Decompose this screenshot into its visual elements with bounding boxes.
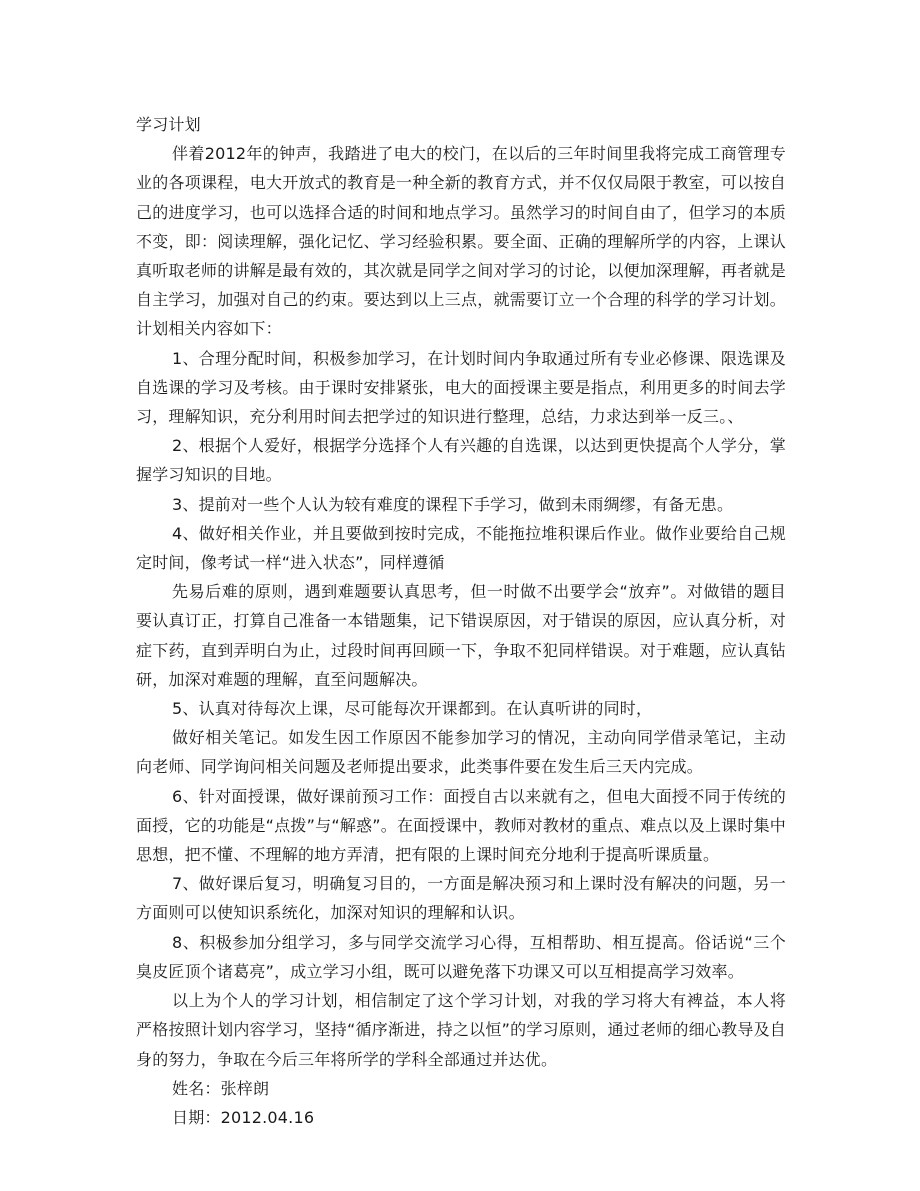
document-page [136, 110, 786, 1132]
paragraph-item-5: 5、认真对待每次上课，尽可能每次开课都到。在认真听讲的同时， [172, 699, 653, 719]
paragraph-intro: 伴着2012年的钟声，我踏进了电大的校门，在以后的三年时间里我将完成工商管理专业的各项课程，电大开放式的教育是一种全新的教育方式，并不仅仅局限于教室，可以按自己的进度学习，也可以选择合适的时间和地点学习。虽然学习的时间自由了，但学习的本质不变，即：阅读理解，强化记忆、学习经验积累。要全面、正确的理解所学的内容，上课认真听取老师的讲解是最有效的，其次就是同学之间对学习的讨论，以便加深理解，再者就是自主学习，加强对自己的约束。要达到以上三点，就需要订立一个合理的科学的学习计划。计划相关内容如下： [136, 144, 786, 339]
document-title: 学习计划 [136, 115, 201, 134]
paragraph-item-5-continued: 做好相关笔记。如发生因工作原因不能参加学习的情况，主动向同学借录笔记，主动向老师、同学询问相关问题及老师提出要求，此类事件要在发生后三天内完成。 [136, 728, 786, 777]
signature-date: 日期：2012.04.16 [172, 1107, 315, 1127]
paragraph-conclusion: 以上为个人的学习计划，相信制定了这个学习计划，对我的学习将大有裨益，本人将严格按照计划内容学习，坚持“循序渐进，持之以恒”的学习原则，通过老师的细心教导及自身的努力，争取在今后三年将所学的学科全部通过并达优。 [136, 991, 786, 1069]
paragraph-item-3: 3、提前对一些个人认为较有难度的课程下手学习，做到未雨绸缪，有备无患。 [172, 494, 734, 514]
paragraph-item-6: 6、针对面授课，做好课前预习工作：面授自古以来就有之，但电大面授不同于传统的面授，它的功能是“点拨”与“解惑”。在面授课中，教师对教材的重点、难点以及上课时集中思想，把不懂、不理解的地方弄清，把有限的上课时间充分地利于提高听课质量。 [136, 786, 786, 865]
paragraph-item-7: 7、做好课后复习，明确复习目的，一方面是解决预习和上课时没有解决的问题，另一方面则可以使知识系统化，加深对知识的理解和认识。 [136, 874, 786, 923]
signature-name: 姓名：张梓朗 [172, 1078, 270, 1098]
paragraph-item-8: 8、积极参加分组学习，多与同学交流学习心得，互相帮助、相互提高。俗话说“三个臭皮匠顶个诸葛亮”，成立学习小组，既可以避免落下功课又可以互相提高学习效率。 [136, 932, 786, 981]
paragraph-item-2: 2、根据个人爱好，根据学分选择个人有兴趣的自选课，以达到更快提高个人学分，掌握学习知识的目地。 [136, 436, 786, 485]
paragraph-item-1: 1、合理分配时间，积极参加学习，在计划时间内争取通过所有专业必修课、限选课及自选课的学习及考核。由于课时安排紧张，电大的面授课主要是指点，利用更多的时间去学习，理解知识，充分利用时间去把学过的知识进行整理，总结，力求达到举一反三。、 [136, 348, 786, 427]
paragraph-item-4-continued: 先易后难的原则，遇到难题要认真思考，但一时做不出要学会“放弃”。对做错的题目要认真订正，打算自己准备一本错题集，记下错误原因，对于错误的原因，应认真分析，对症下药，直到弄明白为止，过段时间再回顾一下，争取不犯同样错误。对于难题，应认真钻研，加深对难题的理解，直至问题解决。 [136, 582, 786, 689]
paragraph-item-4: 4、做好相关作业，并且要做到按时完成，不能拖拉堆积课后作业。做作业要给自己规定时间，像考试一样“进入状态”，同样遵循 [136, 523, 786, 573]
